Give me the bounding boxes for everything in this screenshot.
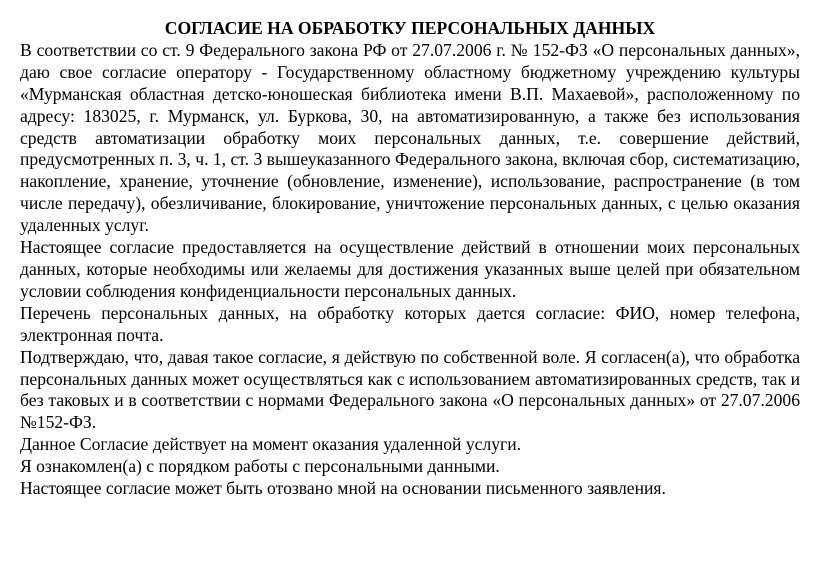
paragraph-legal-basis: В соответствии со ст. 9 Федерального закона РФ от 27.07.2006 г. № 152-ФЗ «О персональных данных», даю свое согласие оператору - Государственному областному бюджетному учреждению культуры «Мурманская областная детско-юношеская библиотека имени В.П. Махаевой», расположенному по адресу: 183025, г. Мурманск, ул. Буркова, 30, на автоматизированную, а также без использования средств автоматизации обработку моих персональных данных, т.е. совершение действий, предусмотренных п. 3, ч. 1, ст. 3 вышеуказанного Федерального закона, включая сбор, систематизацию, накопление, хранение, уточнение (обновление, изменение), использование, распространение (в том числе передачу), обезличивание, блокирование, уничтожение персональных данных, с целью оказания удаленных услуг. — [20, 39, 800, 236]
paragraph-data-list: Перечень персональных данных, на обработку которых дается согласие: ФИО, номер телефона, электронная почта. — [20, 302, 800, 345]
paragraph-validity: Данное Согласие действует на момент оказания удаленной услуги. — [20, 434, 522, 455]
paragraph-acknowledgement: Я ознакомлен(а) с порядком работы с персональными данными. — [20, 456, 500, 477]
paragraph-revocation: Настоящее согласие может быть отозвано мной на основании письменного заявления. — [20, 478, 666, 499]
paragraph-consent-scope: Настоящее согласие предоставляется на осуществление действий в отношении моих персональных данных, которые необходимы или желаемы для достижения указанных выше целей при обязательном условии соблюдения конфиденциальности персональных данных. — [20, 237, 800, 301]
paragraph-confirmation: Подтверждаю, что, давая такое согласие, я действую по собственной воле. Я согласен(а), что обработка персональных данных может осуществляться как с использованием автоматизированных средств, так и без таковых и в соответствии с нормами Федерального закона «О персональных данных» от 27.07.2006 №152-ФЗ. — [20, 346, 800, 433]
document-title: СОГЛАСИЕ НА ОБРАБОТКУ ПЕРСОНАЛЬНЫХ ДАННЫХ — [164, 18, 656, 38]
consent-document — [20, 18, 800, 500]
